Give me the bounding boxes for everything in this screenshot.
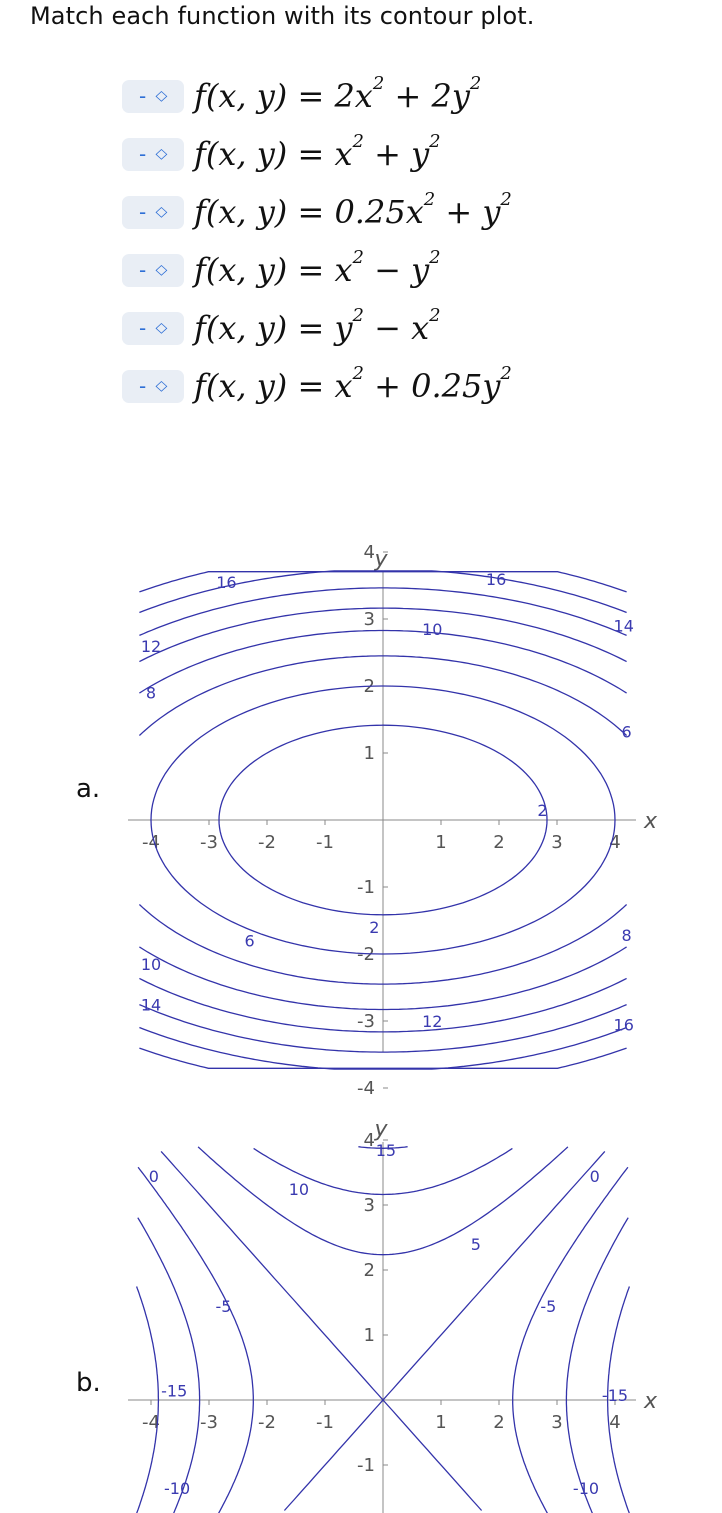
formula-rhs: $x^2 - y^2$ — [334, 247, 441, 289]
contour-value-label: 16 — [485, 569, 507, 589]
contour-value-label: 6 — [621, 722, 632, 742]
chevron-up-down-icon: ◇ — [155, 378, 168, 394]
x-tick-label: -2 — [258, 832, 276, 853]
contour-value-label: 0 — [589, 1166, 600, 1186]
formula-lhs: f(x, y) — [194, 251, 288, 289]
chevron-up-down-icon: ◇ — [155, 320, 168, 336]
contour-value-label: -15 — [161, 1381, 188, 1401]
y-tick-label: -1 — [357, 1455, 375, 1476]
formula-rhs: $x^2 + 0.25y^2$ — [334, 363, 512, 405]
chevron-up-down-icon: ◇ — [155, 146, 168, 162]
contour-value-label: 8 — [145, 683, 157, 703]
y-tick-label: -4 — [357, 1078, 375, 1099]
plot-b-label: b. — [76, 1368, 101, 1398]
y-tick-label: 1 — [363, 743, 375, 764]
formula-eq: = — [297, 309, 325, 347]
x-tick-label: -3 — [200, 832, 218, 853]
contour-value-label: 10 — [140, 955, 162, 975]
x-tick-label: 1 — [435, 1412, 447, 1433]
y-tick-label: 4 — [363, 542, 375, 563]
x-tick-label: 2 — [493, 832, 505, 853]
formula-lhs: f(x, y) — [194, 367, 288, 405]
x-tick-label: 2 — [493, 1412, 505, 1433]
contour-value-label: 15 — [375, 1140, 397, 1160]
x-tick-label: -1 — [316, 1412, 334, 1433]
x-tick-label: 3 — [551, 832, 563, 853]
selector-value: - — [139, 258, 147, 282]
contour-value-label: 2 — [537, 800, 548, 820]
chevron-up-down-icon: ◇ — [155, 88, 168, 104]
contour-line — [138, 1218, 200, 1513]
contour-value-label: 10 — [422, 620, 443, 640]
x-tick-label: -4 — [142, 1412, 160, 1433]
x-tick-label: 1 — [435, 832, 447, 853]
instruction-text: Match each function with its contour plot. — [30, 2, 535, 30]
selector-value: - — [139, 316, 147, 340]
contour-value-label: 8 — [621, 926, 632, 946]
y-tick-label: 3 — [363, 1195, 375, 1216]
contour-value-label: 5 — [470, 1235, 481, 1254]
formula-lhs: f(x, y) — [194, 77, 288, 115]
contour-value-label: 0 — [148, 1166, 159, 1186]
selector-value: - — [139, 142, 147, 166]
y-axis-label: y — [374, 547, 388, 572]
y-tick-label: -2 — [357, 944, 375, 965]
contour-value-label: 12 — [422, 1012, 443, 1031]
formula-rhs: $2x^2 + 2y^2$ — [334, 73, 482, 115]
formula-rhs: $y^2 - x^2$ — [334, 305, 441, 347]
y-tick-label: 1 — [363, 1325, 375, 1346]
contour-value-label: 10 — [288, 1179, 310, 1199]
formula-rhs: $x^2 + y^2$ — [334, 131, 441, 173]
x-axis-label: x — [644, 1389, 658, 1414]
contour-line — [513, 1167, 628, 1513]
y-tick-label: 2 — [363, 676, 375, 697]
contour-line — [161, 1151, 482, 1510]
plot-a-label: a. — [76, 774, 101, 804]
chevron-up-down-icon: ◇ — [155, 204, 168, 220]
y-tick-label: 3 — [363, 609, 375, 630]
formula-eq: = — [297, 77, 325, 115]
contour-value-label: 6 — [244, 931, 255, 951]
x-tick-label: 4 — [609, 1412, 621, 1433]
formula-eq: = — [297, 135, 325, 173]
contour-value-label: -5 — [540, 1296, 557, 1316]
y-tick-label: -3 — [357, 1011, 375, 1032]
x-tick-label: -1 — [316, 832, 334, 853]
contour-value-label: 14 — [140, 995, 162, 1015]
y-tick-label: 2 — [363, 1260, 375, 1281]
contour-value-label: -15 — [601, 1385, 629, 1405]
contour-value-label: 16 — [613, 1015, 634, 1035]
formula-rhs: $0.25x^2 + y^2$ — [334, 189, 512, 231]
formula-lhs: f(x, y) — [194, 193, 288, 231]
selector-value: - — [139, 84, 147, 108]
selector-value: - — [139, 374, 147, 398]
contour-value-label: -10 — [164, 1478, 191, 1498]
x-tick-label: 4 — [609, 832, 621, 853]
chevron-up-down-icon: ◇ — [155, 262, 168, 278]
formula-lhs: f(x, y) — [194, 309, 288, 347]
contour-line — [284, 1151, 604, 1510]
contour-line — [566, 1218, 628, 1513]
x-tick-label: -3 — [200, 1412, 218, 1433]
contour-value-label: 16 — [216, 573, 237, 593]
formula-eq: = — [297, 251, 325, 289]
y-tick-label: -1 — [357, 877, 375, 898]
formula-lhs: f(x, y) — [194, 135, 288, 173]
x-tick-label: -4 — [142, 832, 160, 853]
formula-eq: = — [297, 193, 325, 231]
x-tick-label: 3 — [551, 1412, 563, 1433]
formula-eq: = — [297, 367, 325, 405]
y-tick-label: 4 — [363, 1130, 375, 1151]
contour-value-label: 2 — [369, 918, 380, 938]
contour-value-label: -5 — [215, 1296, 232, 1316]
x-tick-label: -2 — [258, 1412, 276, 1433]
selector-value: - — [139, 200, 147, 224]
contour-value-label: 12 — [140, 636, 162, 656]
contour-value-label: 14 — [613, 616, 634, 636]
y-axis-label: y — [374, 1117, 388, 1142]
x-axis-label: x — [644, 809, 658, 834]
contour-value-label: -10 — [572, 1478, 600, 1498]
contour-line — [138, 1167, 253, 1513]
